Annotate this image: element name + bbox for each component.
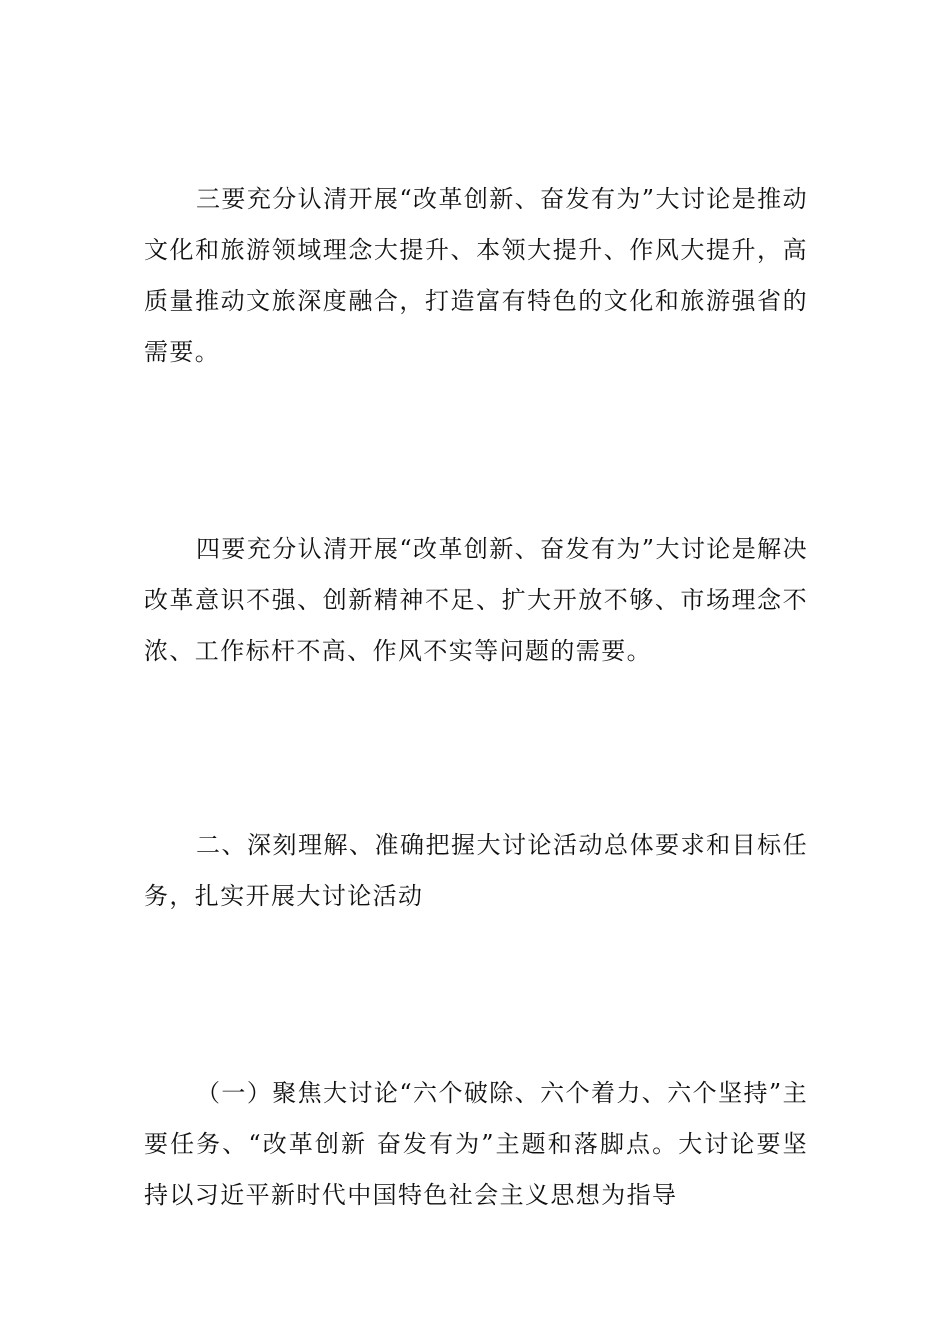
paragraph-three-requirements: 三要充分认清开展“改革创新、奋发有为”大讨论是推动文化和旅游领域理念大提升、本领大提升、作风大提升，高质量推动文旅深度融合，打造富有特色的文化和旅游强省的需要。 <box>144 185 808 366</box>
paragraph-subsection-one: （一）聚焦大讨论“六个破除、六个着力、六个坚持”主要任务、“改革创新 奋发有为”主题和落脚点。大讨论要坚持以习近平新时代中国特色社会主义思想为指导 <box>144 1079 808 1209</box>
paragraph-four-requirements: 四要充分认清开展“改革创新、奋发有为”大讨论是解决改革意识不强、创新精神不足、扩大开放不够、市场理念不浓、工作标杆不高、作风不实等问题的需要。 <box>144 535 808 665</box>
section-heading-two: 二、深刻理解、准确把握大讨论活动总体要求和目标任务，扎实开展大讨论活动 <box>144 831 808 910</box>
